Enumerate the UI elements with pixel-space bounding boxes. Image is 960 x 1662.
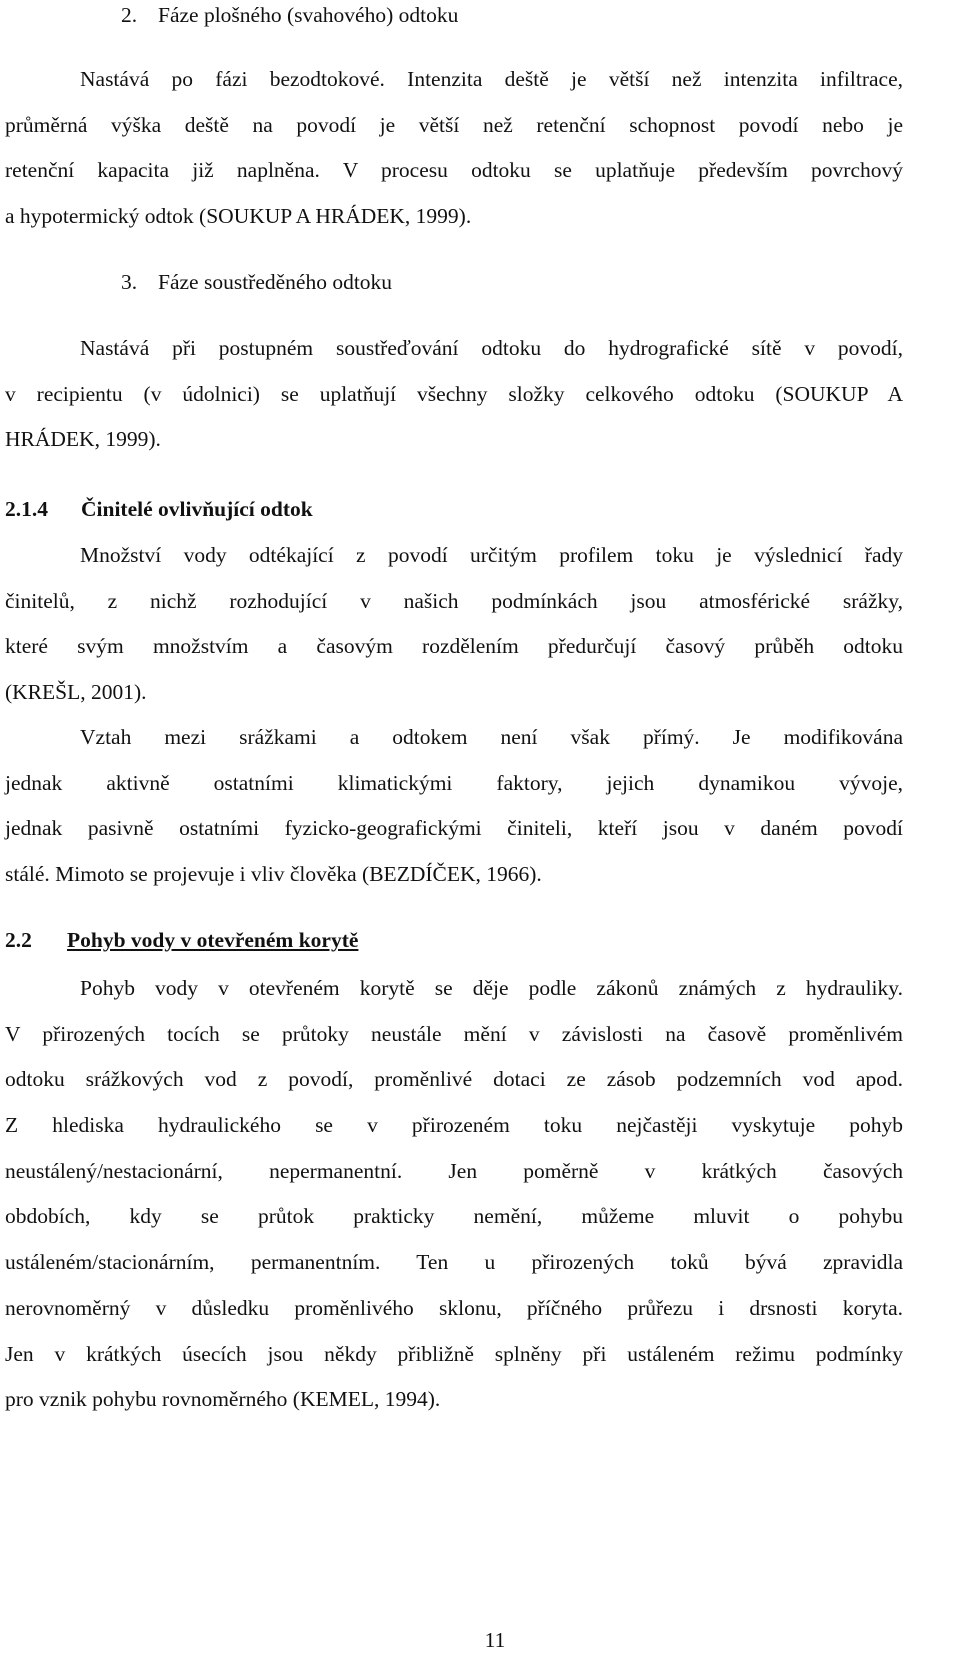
section-number: 2.1.4 — [5, 497, 48, 521]
text-line: Jen v krátkých úsecích jsou někdy přibližně splněny při ustáleném režimu podmínky — [5, 1341, 903, 1366]
section-2-1-4-paragraph-2 — [5, 715, 903, 898]
text-line: v recipientu (v údolnici) se uplatňují všechny složky celkového odtoku (SOUKUP A — [5, 381, 903, 406]
text-line: a hypotermický odtok (SOUKUP A HRÁDEK, 1999). — [5, 204, 472, 229]
text-line: V přirozených tocích se průtoky neustále mění v závislosti na časově proměnlivém — [5, 1021, 903, 1046]
text-line: retenční kapacita již naplněna. V procesu odtoku se uplatňuje především povrchový — [5, 158, 903, 183]
text-line: které svým množstvím a časovým rozdělením předurčují časový průběh odtoku — [5, 634, 903, 659]
phase2-paragraph — [5, 57, 903, 240]
text-line: stálé. Mimoto se projevuje i vliv člověka (BEZDÍČEK, 1966). — [5, 862, 542, 887]
text-line: Nastává při postupném soustřeďování odtoku do hydrografické sítě v povodí, — [80, 336, 903, 360]
text-line: neustálený/nestacionární, nepermanentní. Jen poměrně v krátkých časových — [5, 1158, 903, 1183]
text-line: Z hlediska hydraulického se v přirozeném toku nejčastěji vyskytuje pohyb — [5, 1113, 903, 1138]
section-2-2-paragraph — [5, 966, 903, 1423]
text-line: odtoku srážkových vod z povodí, proměnlivé dotaci ze zásob podzemních vod apod. — [5, 1067, 903, 1092]
text-line: pro vznik pohybu rovnoměrného (KEMEL, 1994). — [5, 1387, 441, 1412]
phase3-number: 3. — [121, 270, 138, 294]
phase3-heading — [121, 267, 392, 297]
section-2-1-4-heading — [5, 494, 313, 524]
phase2-number: 2. — [121, 3, 138, 27]
text-line: (KREŠL, 2001). — [5, 680, 147, 705]
text-line: Vztah mezi srážkami a odtokem není však přímý. Je modifikována — [80, 725, 903, 749]
phase3-title: Fáze soustředěného odtoku — [158, 270, 393, 294]
text-line: ustáleném/stacionárním, permanentním. Ten u přirozených toků bývá zpravidla — [5, 1250, 903, 1275]
text-line: průměrná výška deště na povodí je větší než retenční schopnost povodí nebo je — [5, 112, 903, 137]
text-line: obdobích, kdy se průtok prakticky nemění, můžeme mluvit o pohybu — [5, 1204, 903, 1229]
text-line: činitelů, z nichž rozhodující v našich podmínkách jsou atmosférické srážky, — [5, 588, 903, 613]
text-line: jednak aktivně ostatními klimatickými faktory, jejich dynamikou vývoje, — [5, 770, 903, 795]
text-line: HRÁDEK, 1999). — [5, 427, 161, 452]
text-line: Nastává po fázi bezodtokové. Intenzita deště je větší než intenzita infiltrace, — [80, 67, 903, 91]
text-line: nerovnoměrný v důsledku proměnlivého sklonu, příčného průřezu i drsnosti koryta. — [5, 1295, 903, 1320]
section-title: Pohyb vody v otevřeném korytě — [67, 928, 359, 952]
phase2-title: Fáze plošného (svahového) odtoku — [158, 3, 459, 27]
section-2-1-4-paragraph-1 — [5, 533, 903, 716]
phase2-heading — [121, 0, 458, 30]
text-line: Množství vody odtékající z povodí určitým profilem toku je výslednicí řady — [80, 543, 903, 567]
section-number: 2.2 — [5, 928, 32, 952]
section-2-2-heading — [5, 925, 358, 955]
text-line: Pohyb vody v otevřeném korytě se děje podle zákonů známých z hydrauliky. — [80, 976, 903, 1000]
phase3-paragraph — [5, 326, 903, 463]
section-title: Činitelé ovlivňující odtok — [81, 497, 313, 521]
text-line: jednak pasivně ostatními fyzicko-geografickými činiteli, kteří jsou v daném povodí — [5, 816, 903, 841]
page-number: 11 — [484, 1628, 506, 1652]
